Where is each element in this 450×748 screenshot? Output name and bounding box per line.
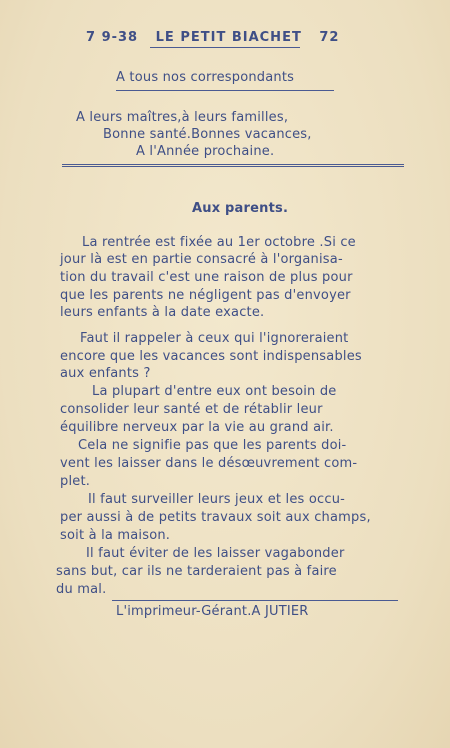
article-line: Faut il rappeler à ceux qui l'ignoreraient	[80, 331, 349, 346]
article-line: aux enfants ?	[60, 366, 151, 381]
article-line: sans but, car ils ne tarderaient pas à faire	[56, 564, 337, 579]
article-line: Cela ne signifie pas que les parents doi-	[78, 438, 347, 453]
article-line: per aussi à de petits travaux soit aux champs,	[60, 510, 371, 525]
dedication-rule	[116, 90, 334, 91]
article-line: équilibre nerveux par la vie au grand air.	[60, 420, 334, 435]
article-line: La rentrée est fixée au 1er octobre .Si ce	[82, 235, 356, 250]
dedication-line-3: A l'Année prochaine.	[136, 144, 275, 159]
signature: L'imprimeur-Gérant.A JUTIER	[116, 604, 309, 619]
article-line: tion du travail c'est une raison de plus pour	[60, 270, 353, 285]
section-divider	[62, 164, 404, 167]
article-title: Aux parents.	[192, 201, 289, 216]
page-header	[86, 30, 351, 45]
article-line: leurs enfants à la date exacte.	[60, 305, 265, 320]
article-line: plet.	[60, 474, 91, 489]
header-underline	[150, 47, 300, 48]
header-page-number: 72	[319, 30, 340, 45]
article-line: du mal.	[56, 582, 107, 597]
article-line: que les parents ne négligent pas d'envoyer	[60, 288, 351, 303]
dedication-line-1: A leurs maîtres,à leurs familles,	[76, 110, 289, 125]
header-title: LE PETIT BIACHET	[155, 30, 302, 45]
dedication-heading: A tous nos correspondants	[116, 70, 295, 85]
header-date: 7 9-38	[86, 30, 139, 45]
dedication-line-2: Bonne santé.Bonnes vacances,	[103, 127, 312, 142]
article-line: La plupart d'entre eux ont besoin de	[92, 384, 337, 399]
article-line: consolider leur santé et de rétablir leur	[60, 402, 323, 417]
article-line: encore que les vacances sont indispensables	[60, 349, 362, 364]
signature-rule	[112, 600, 398, 601]
article-line: vent les laisser dans le désœuvrement com-	[60, 456, 358, 471]
article-line: Il faut surveiller leurs jeux et les occu-	[88, 492, 346, 507]
article-line: jour là est en partie consacré à l'organisa-	[60, 252, 343, 267]
article-line: soit à la maison.	[60, 528, 171, 543]
article-line: Il faut éviter de les laisser vagabonder	[86, 546, 345, 561]
